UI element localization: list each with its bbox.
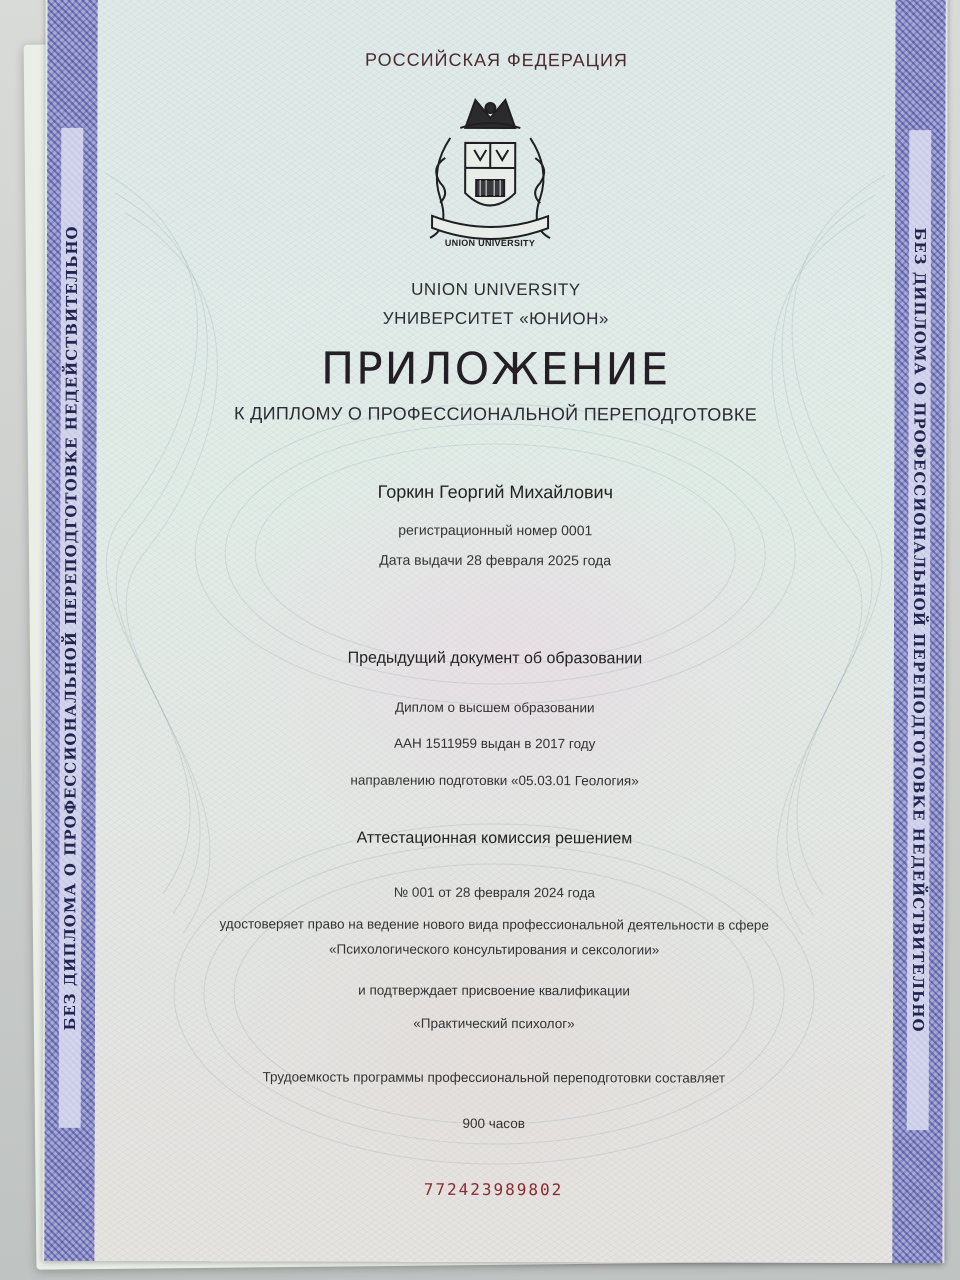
coat-of-arms-icon <box>410 88 570 253</box>
commission-right-text: удостоверяет право на ведение нового вида профессиональной деятельности в сфере <box>219 916 769 933</box>
university-name-en: UNION UNIVERSITY <box>411 279 581 300</box>
previous-document-type: Диплом о высшем образовании <box>394 699 595 716</box>
issue-date: Дата выдачи 28 февраля 2025 года <box>379 551 612 569</box>
document-subtitle: К ДИПЛОМУ О ПРОФЕССИОНАЛЬНОЙ ПЕРЕПОДГОТОВКЕ <box>234 403 758 425</box>
right-border-text: БЕЗ ДИПЛОМА О ПРОФЕССИОНАЛЬНОЙ ПЕРЕПОДГОТОВКЕ НЕДЕЙСТВИТЕЛЬНО <box>907 130 932 1130</box>
university-crest <box>410 88 570 258</box>
left-border-text: БЕЗ ДИПЛОМА О ПРОФЕССИОНАЛЬНОЙ ПЕРЕПОДГОТОВКЕ НЕДЕЙСТВИТЕЛЬНО <box>59 128 84 1128</box>
left-security-border <box>44 0 97 1261</box>
registration-number: регистрационный номер 0001 <box>398 521 593 539</box>
right-security-border <box>892 0 945 1263</box>
program-hours-value: 900 часов <box>462 1115 525 1132</box>
commission-heading: Аттестационная комиссия решением <box>356 829 633 848</box>
qualification: «Практический психолог» <box>413 1015 575 1032</box>
document-content <box>102 0 887 1263</box>
commission-decision: № 001 от 28 февраля 2024 года <box>393 884 595 901</box>
country-name: РОССИЙСКАЯ ФЕДЕРАЦИЯ <box>364 49 628 71</box>
document-title: ПРИЛОЖЕНИЕ <box>320 343 671 396</box>
holder-name: Горкин Георгий Михайлович <box>377 481 614 503</box>
professional-sphere: «Психологического консультирования и сексологии» <box>329 941 660 958</box>
previous-education-direction: направлению подготовки «05.03.01 Геология» <box>350 772 639 789</box>
previous-document-number: ААН 1511959 выдан в 2017 году <box>393 735 596 752</box>
serial-number: 772423989802 <box>423 1179 564 1200</box>
diploma-supplement-page <box>42 0 947 1263</box>
crest-ribbon-label: UNION UNIVERSITY <box>444 237 536 249</box>
program-hours-text: Трудоемкость программы профессиональной переподготовки составляет <box>262 1069 726 1086</box>
previous-education-heading: Предыдущий документ об образовании <box>347 649 643 668</box>
university-name-ru: УНИВЕРСИТЕТ «ЮНИОН» <box>382 308 609 329</box>
commission-confirm-text: и подтверждает присвоение квалификации <box>358 982 630 999</box>
